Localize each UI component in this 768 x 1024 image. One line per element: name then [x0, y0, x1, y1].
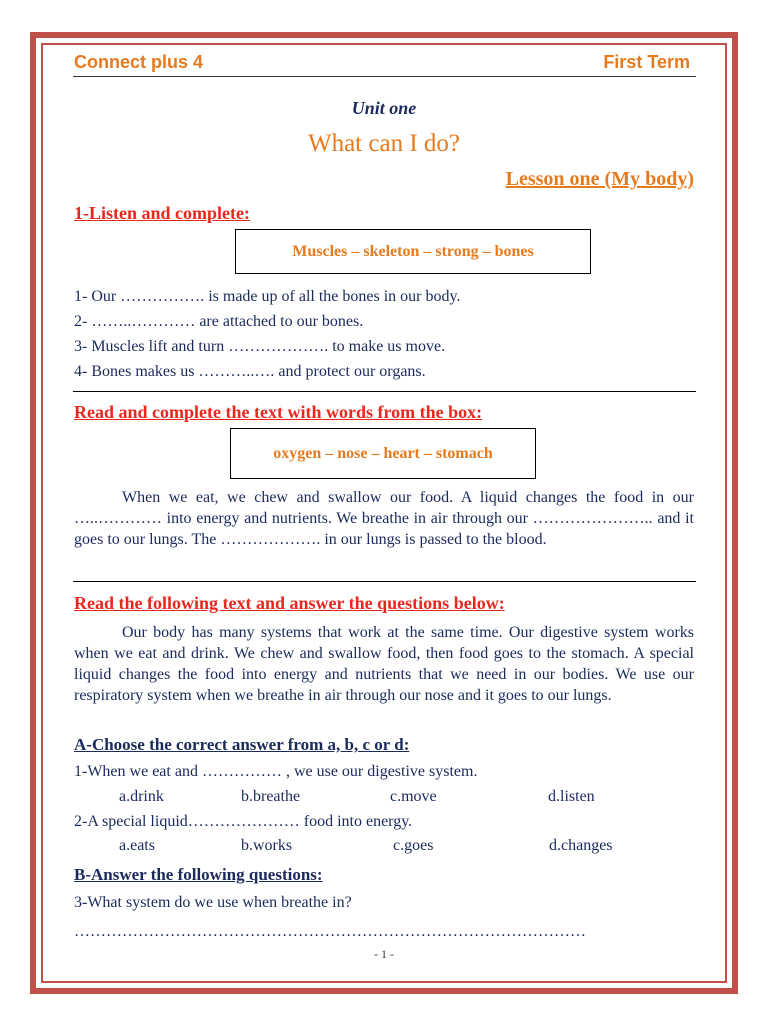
- partA-heading: A-Choose the correct answer from a, b, c or d:: [74, 735, 410, 754]
- header-rule: [73, 76, 696, 77]
- section1-item-3: 3- Muscles lift and turn ………………. to make us move.: [74, 338, 446, 355]
- q2-option-a: a.eats: [119, 837, 155, 854]
- divider-2: [73, 581, 696, 582]
- section2-paragraph-text: When we eat, we chew and swallow our food. A liquid changes the food in our …..………… into energy and nutrients. We breathe in air through our ………………….. and it goes to our lungs. The ………………. in our lungs is passed to the blood.: [74, 489, 694, 548]
- section1-heading: 1-Listen and complete:: [74, 203, 250, 223]
- header-book-title: Connect plus 4: [74, 52, 204, 72]
- section1-item-4: 4- Bones makes us ………..…. and protect our organs.: [74, 363, 426, 380]
- question-2: 2-A special liquid………………… food into energy.: [74, 813, 413, 830]
- section3-paragraph-text: Our body has many systems that work at the same time. Our digestive system works when we eat and drink. We chew and swallow food, then food goes to the stomach. A special liquid changes the food into energy and nutrients that we need in our bodies. We use our respiratory system when we breathe in air through our nose and it goes to our lungs.: [74, 624, 694, 704]
- answer-line: ……………………………………………………………………………………: [74, 923, 586, 940]
- question-3: 3-What system do we use when breathe in?: [74, 894, 352, 911]
- header-term: First Term: [603, 52, 690, 72]
- section3-paragraph: [74, 622, 694, 706]
- divider-1: [73, 391, 696, 392]
- section1-word-box: Muscles – skeleton – strong – bones: [235, 229, 591, 274]
- page-title: What can I do?: [307, 130, 460, 157]
- section1-item-2: 2- ……..………… are attached to our bones.: [74, 313, 364, 330]
- lesson-title: Lesson one (My body): [505, 168, 694, 190]
- q2-option-c: c.goes: [393, 837, 434, 854]
- section2-word-box: oxygen – nose – heart – stomach: [230, 428, 536, 479]
- page-number: - 1 -: [374, 947, 394, 961]
- q1-option-b: b.breathe: [241, 788, 301, 805]
- section1-item-1: 1- Our ……………. is made up of all the bones in our body.: [74, 288, 461, 305]
- question-1: 1-When we eat and …………… , we use our digestive system.: [74, 763, 478, 780]
- q2-option-d: d.changes: [549, 837, 613, 854]
- section2-paragraph: [74, 487, 694, 550]
- q1-option-a: a.drink: [119, 788, 164, 805]
- section2-heading: Read and complete the text with words from the box:: [74, 402, 483, 422]
- q1-option-c: c.move: [390, 788, 437, 805]
- section3-heading: Read the following text and answer the questions below:: [74, 593, 505, 613]
- q2-option-b: b.works: [241, 837, 293, 854]
- q1-option-d: d.listen: [548, 788, 595, 805]
- partB-heading: B-Answer the following questions:: [74, 865, 323, 884]
- unit-label: Unit one: [351, 98, 417, 118]
